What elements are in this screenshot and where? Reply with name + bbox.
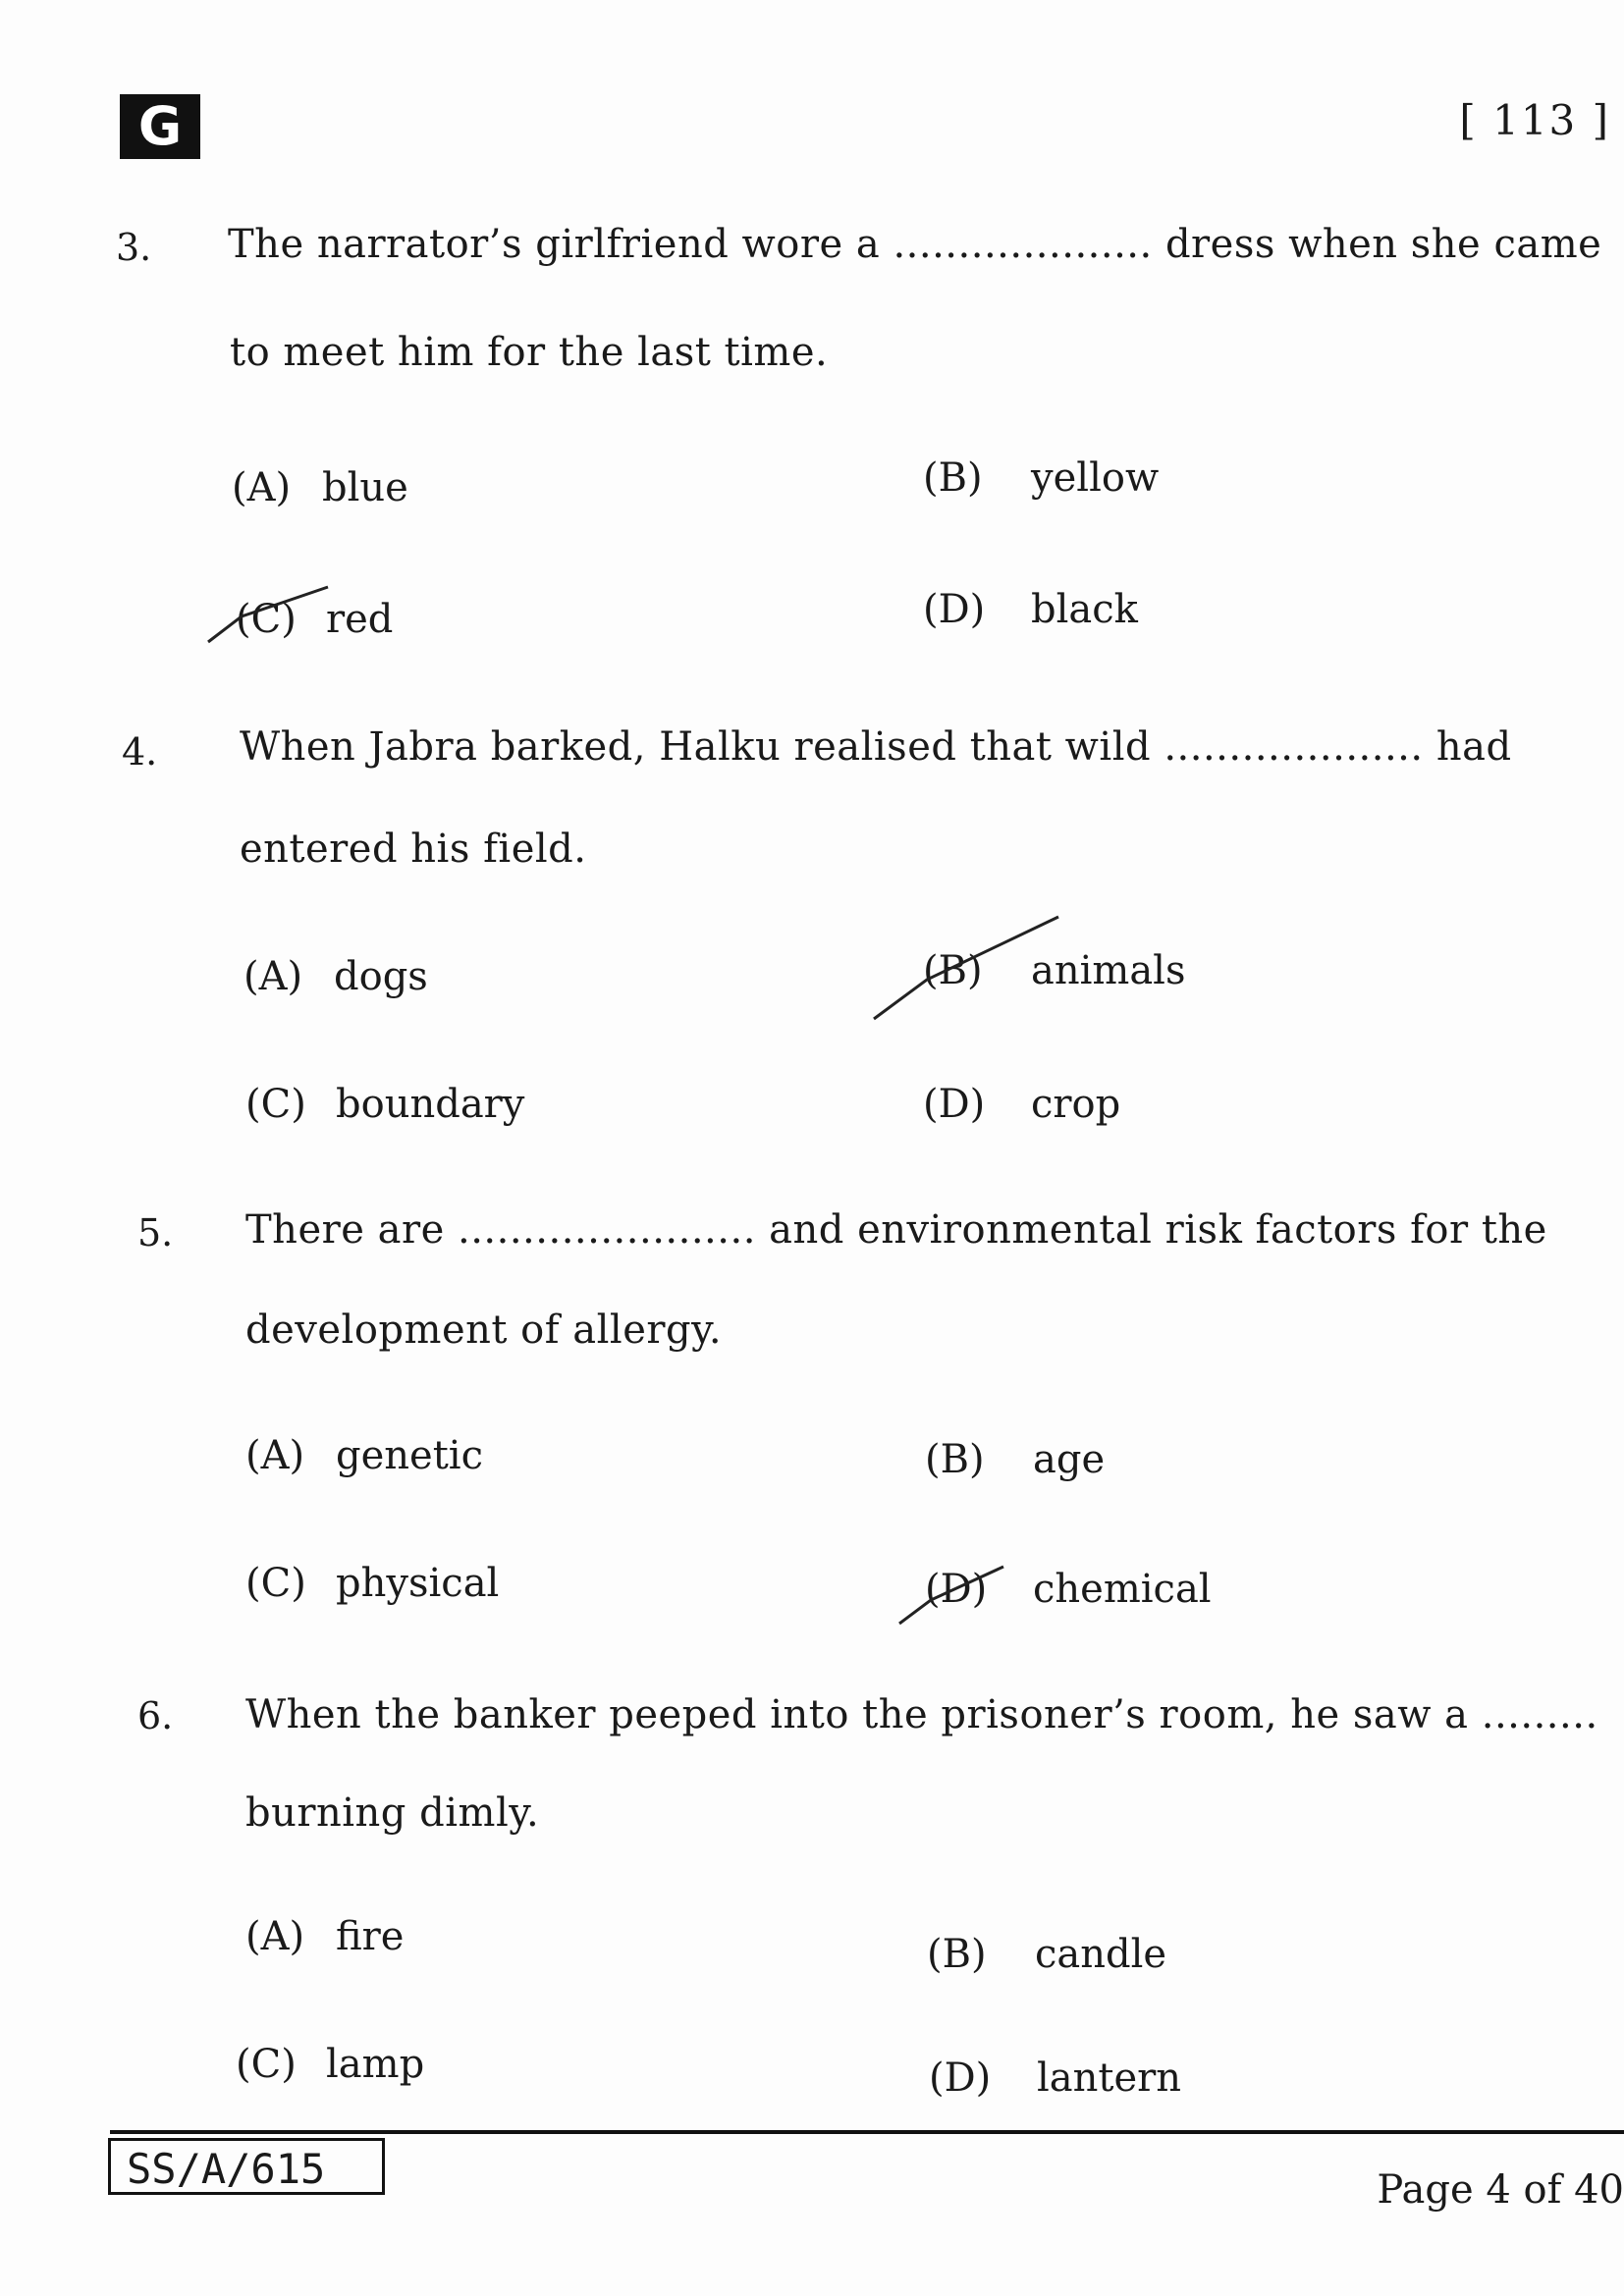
question-3-text-line1: The narrator’s girlfriend wore a .................... dress when she came — [228, 222, 1602, 267]
question-5-option-d — [925, 1567, 1212, 1612]
footer-page-number: Page 4 of 40 — [1377, 2167, 1624, 2213]
question-4-option-d — [923, 1082, 1120, 1127]
question-3-option-c — [236, 597, 393, 642]
footer-rule — [110, 2130, 1624, 2134]
question-5-number: 5. — [137, 1211, 174, 1255]
series-badge: G — [120, 94, 200, 159]
option-text: candle — [1035, 1932, 1167, 1977]
question-3-option-b — [923, 455, 1159, 501]
option-letter: (A) — [245, 1914, 305, 1959]
option-text: dogs — [334, 954, 428, 999]
option-letter: (D) — [923, 1082, 986, 1127]
question-6-option-b — [927, 1932, 1166, 1977]
question-5-option-c — [245, 1561, 499, 1606]
option-letter: (C) — [245, 1561, 306, 1606]
option-text: red — [326, 597, 394, 642]
question-4-number: 4. — [122, 730, 158, 774]
option-letter: (B) — [927, 1932, 987, 1977]
question-3-number: 3. — [116, 226, 152, 269]
option-text: physical — [336, 1561, 500, 1606]
question-6-option-a — [245, 1914, 404, 1959]
question-4-option-b — [923, 948, 1186, 993]
question-6-number: 6. — [137, 1694, 174, 1737]
option-text: genetic — [336, 1433, 483, 1478]
question-5-option-a — [245, 1433, 483, 1478]
option-text: lantern — [1037, 2056, 1182, 2101]
option-text: age — [1033, 1437, 1106, 1482]
option-text: blue — [322, 465, 408, 510]
question-6-option-c — [236, 2042, 424, 2087]
question-4-option-a — [244, 954, 428, 999]
question-4-text-line2: entered his field. — [240, 827, 587, 872]
option-letter: (C) — [236, 2042, 297, 2087]
question-6-text-line2: burning dimly. — [245, 1790, 540, 1836]
footer-paper-code: SS/A/615 — [108, 2138, 385, 2195]
option-text: chemical — [1033, 1567, 1212, 1612]
option-letter: (D) — [923, 587, 986, 632]
question-3-option-d — [923, 587, 1138, 632]
question-4-text-line1: When Jabra barked, Halku realised that wild .................... had — [240, 724, 1512, 770]
option-letter: (A) — [244, 954, 303, 999]
option-letter: (A) — [245, 1433, 305, 1478]
question-3-text-line2: to meet him for the last time. — [230, 330, 829, 375]
option-letter: (C) — [236, 597, 297, 642]
question-6-option-d — [929, 2056, 1181, 2101]
option-letter: (D) — [929, 2056, 992, 2101]
question-5-text-line2: development of allergy. — [245, 1308, 723, 1353]
option-text: fire — [336, 1914, 405, 1959]
option-text: boundary — [336, 1082, 525, 1127]
option-letter: (A) — [232, 465, 292, 510]
option-letter: (C) — [245, 1082, 306, 1127]
option-letter: (B) — [925, 1437, 985, 1482]
option-text: crop — [1031, 1082, 1121, 1127]
option-text: lamp — [326, 2042, 425, 2087]
page-code: [ 113 ] — [1459, 96, 1610, 144]
question-4-option-c — [245, 1082, 524, 1127]
option-letter: (B) — [923, 455, 983, 501]
option-letter: (B) — [923, 948, 983, 993]
question-5-option-b — [925, 1437, 1105, 1482]
question-6-text-line1: When the banker peeped into the prisoner’s room, he saw a ......... — [245, 1692, 1598, 1737]
question-3-option-a — [232, 465, 408, 510]
option-text: black — [1031, 587, 1138, 632]
option-letter: (D) — [925, 1567, 988, 1612]
option-text: yellow — [1031, 455, 1160, 501]
option-text: animals — [1031, 948, 1186, 993]
question-5-text-line1: There are ....................... and environmental risk factors for the — [245, 1207, 1547, 1253]
